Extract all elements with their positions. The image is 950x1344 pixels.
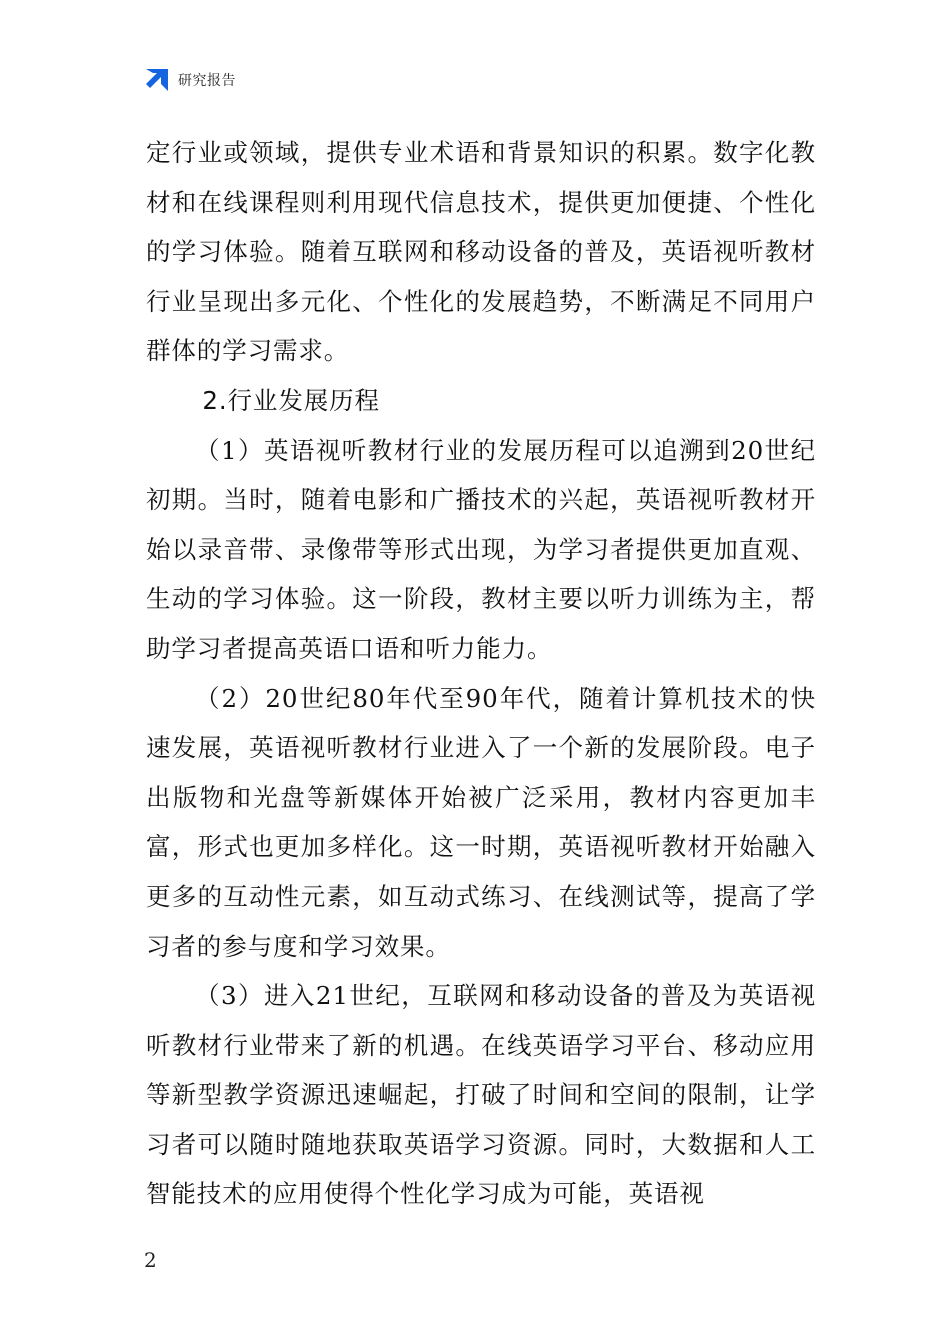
document-body <box>146 128 816 1219</box>
section-heading: 2.行业发展历程 <box>202 385 380 415</box>
arrow-up-right-logo-icon <box>144 67 170 93</box>
page-number: 2 <box>144 1248 157 1272</box>
header-title: 研究报告 <box>178 73 236 89</box>
paragraph-1: （1）英语视听教材行业的发展历程可以追溯到20世纪初期。当时，随着电影和广播技术的兴起，英语视听教材开始以录音带、录像带等形式出现，为学习者提供更加直观、生动的学习体验。这一阶段，教材主要以听力训练为主，帮助学习者提高英语口语和听力能力。 <box>146 435 816 663</box>
page-header <box>144 66 236 94</box>
paragraph-2: （2）20世纪80年代至90年代，随着计算机技术的快速发展，英语视听教材行业进入了一个新的发展阶段。电子出版物和光盘等新媒体开始被广泛采用，教材内容更加丰富，形式也更加多样化。这一时期，英语视听教材开始融入更多的互动性元素，如互动式练习、在线测试等，提高了学习者的参与度和学习效果。 <box>146 683 816 961</box>
paragraph-continuation: 定行业或领域，提供专业术语和背景知识的积累。数字化教材和在线课程则利用现代信息技术，提供更加便捷、个性化的学习体验。随着互联网和移动设备的普及，英语视听教材行业呈现出多元化、个性化的发展趋势，不断满足不同用户群体的学习需求。 <box>146 138 816 366</box>
paragraph-3: （3）进入21世纪，互联网和移动设备的普及为英语视听教材行业带来了新的机遇。在线英语学习平台、移动应用等新型教学资源迅速崛起，打破了时间和空间的限制，让学习者可以随时随地获取英语学习资源。同时，大数据和人工智能技术的应用使得个性化学习成为可能，英语视 <box>146 981 816 1209</box>
